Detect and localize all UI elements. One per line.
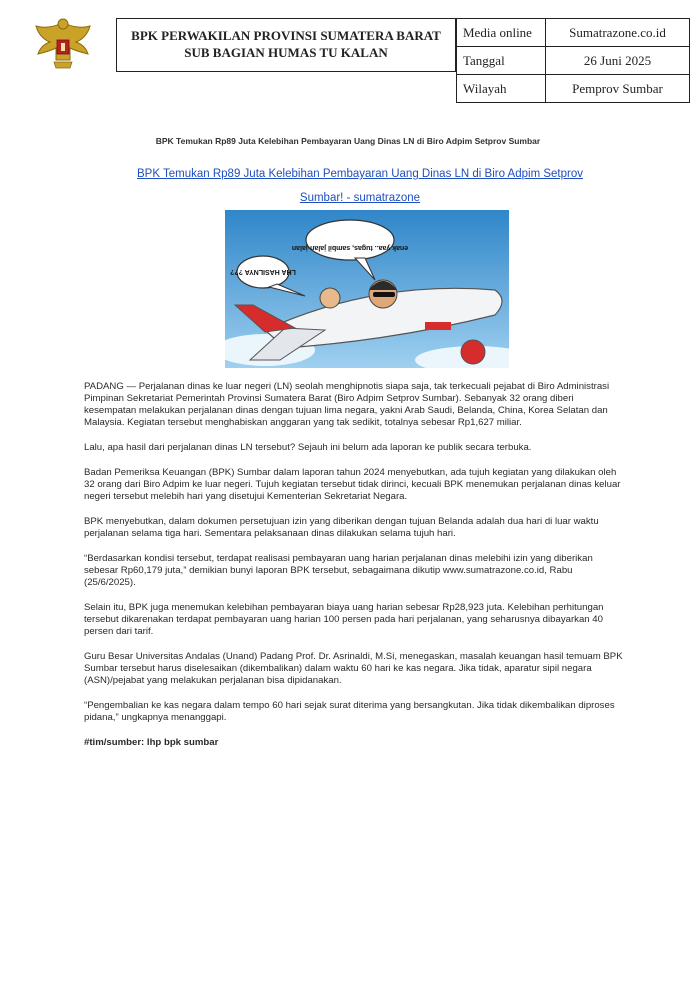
region-value: Pemprov Sumbar [546,75,690,103]
region-label: Wilayah [457,75,546,103]
article-paragraph: Lalu, apa hasil dari perjalanan dinas LN tersebut? Sejauh ini belum ada laporan ke publik secara terbuka. [84,442,532,453]
bubble-right-text: enak yaa.. tugas, sambil jalan-jalan [291,244,409,251]
table-row [457,75,690,103]
cartoon-illustration [225,210,509,368]
article-paragraph: Badan Pemeriksa Keuangan (BPK) Sumbar dalam laporan tahun 2024 menyebutkan, ada tujuh kegiatan yang dilakukan oleh 32 orang dari Biro Adpim ke luar negeri. Tujuh kegiatan tersebut tidak dirinci, kecuali BPK menemukan perjalanan dinas keluar negeri tersebut melebih hari yang disetujui Kementerian Sekretariat Negara. [84,467,621,502]
article-paragraph: Selain itu, BPK juga menemukan kelebihan pembayaran biaya uang harian sebesar Rp28,923 juta. Kelebihan perhitungan tersebut dikarenakan terdapat pembayaran uang harian 100 persen pada hari perjalanan, yang seharusnya dibayarkan 40 persen dari tarif. [84,602,604,637]
article-paragraph: Guru Besar Universitas Andalas (Unand) Padang Prof. Dr. Asrinaldi, M.Si, menegaskan, masalah keuangan hasil temuam BPK Sumbar tersebut harus diselesaikan (dikembalikan) dalam waktu 60 hari ke kas negara. Jika tidak, aparatur sipil negara (ASN)/pejabat yang melakukan perjalanan bisa dipidanakan. [84,651,623,686]
org-name-line2: SUB BAGIAN HUMAS TU KALAN [184,45,388,60]
table-row [457,47,690,75]
bubble-left-text: LHA HASILNYA ??? [230,268,296,275]
source-tag: #tim/sumber: lhp bpk sumbar [84,737,219,748]
article-paragraph: “Pengembalian ke kas negara dalam tempo 60 hari sejak surat diterima yang bersangkutan. Jika tidak dikembalikan diproses pidana,” ungkapnya menanggapi. [84,700,615,723]
article-source-link[interactable]: BPK Temukan Rp89 Juta Kelebihan Pembayaran Uang Dinas LN di Biro Adpim Setprov Sumbar! - sumatrazone [137,168,583,204]
article-paragraph: BPK menyebutkan, dalam dokumen persetujuan izin yang diberikan dengan tujuan Belanda adalah dua hari di luar waktu perjalanan selama tiga hari. Sementara pelaksanaan dinas dilakukan selama tujuh hari. [84,516,599,539]
date-label: Tanggal [457,47,546,75]
article-paragraph: PADANG — Perjalanan dinas ke luar negeri (LN) seolah menghipnotis siapa saja, tak terkecuali pejabat di Biro Administrasi Pimpinan Sekretariat Pemerintah Provinsi Sumatera Barat (Biro Adpim Setprov Sumbar). Sebanyak 32 orang diberi kesempatan melakukan perjalanan dinas dengan tujuan lima negara, yakni Arab Saudi, Belanda, China, Korea Selatan dan Malaysia. Kegiatan tersebut menghabiskan anggaran yang tak sedikit, totalnya sebesar Rp1,627 miliar. [84,381,610,428]
media-info-table [456,18,690,103]
media-value: Sumatrazone.co.id [546,19,690,47]
organization-header [116,18,456,72]
table-row [457,19,690,47]
media-label: Media online [457,19,546,47]
article-body [84,381,624,762]
article-paragraph: “Berdasarkan kondisi tersebut, terdapat realisasi pembayaran uang harian perjalanan dinas melebihi izin yang diberikan sebesar Rp60,179 juta,” demikian bunyi laporan BPK tersebut, sebagaimana dikutip www.sumatrazone.co.id, Rabu (25/6/2025). [84,553,593,588]
date-value: 26 Juni 2025 [546,47,690,75]
org-name-line1: BPK PERWAKILAN PROVINSI SUMATERA BARAT [131,28,441,43]
garuda-emblem-icon [32,14,94,76]
article-heading: BPK Temukan Rp89 Juta Kelebihan Pembayaran Uang Dinas LN di Biro Adpim Setprov Sumbar [155,136,541,146]
